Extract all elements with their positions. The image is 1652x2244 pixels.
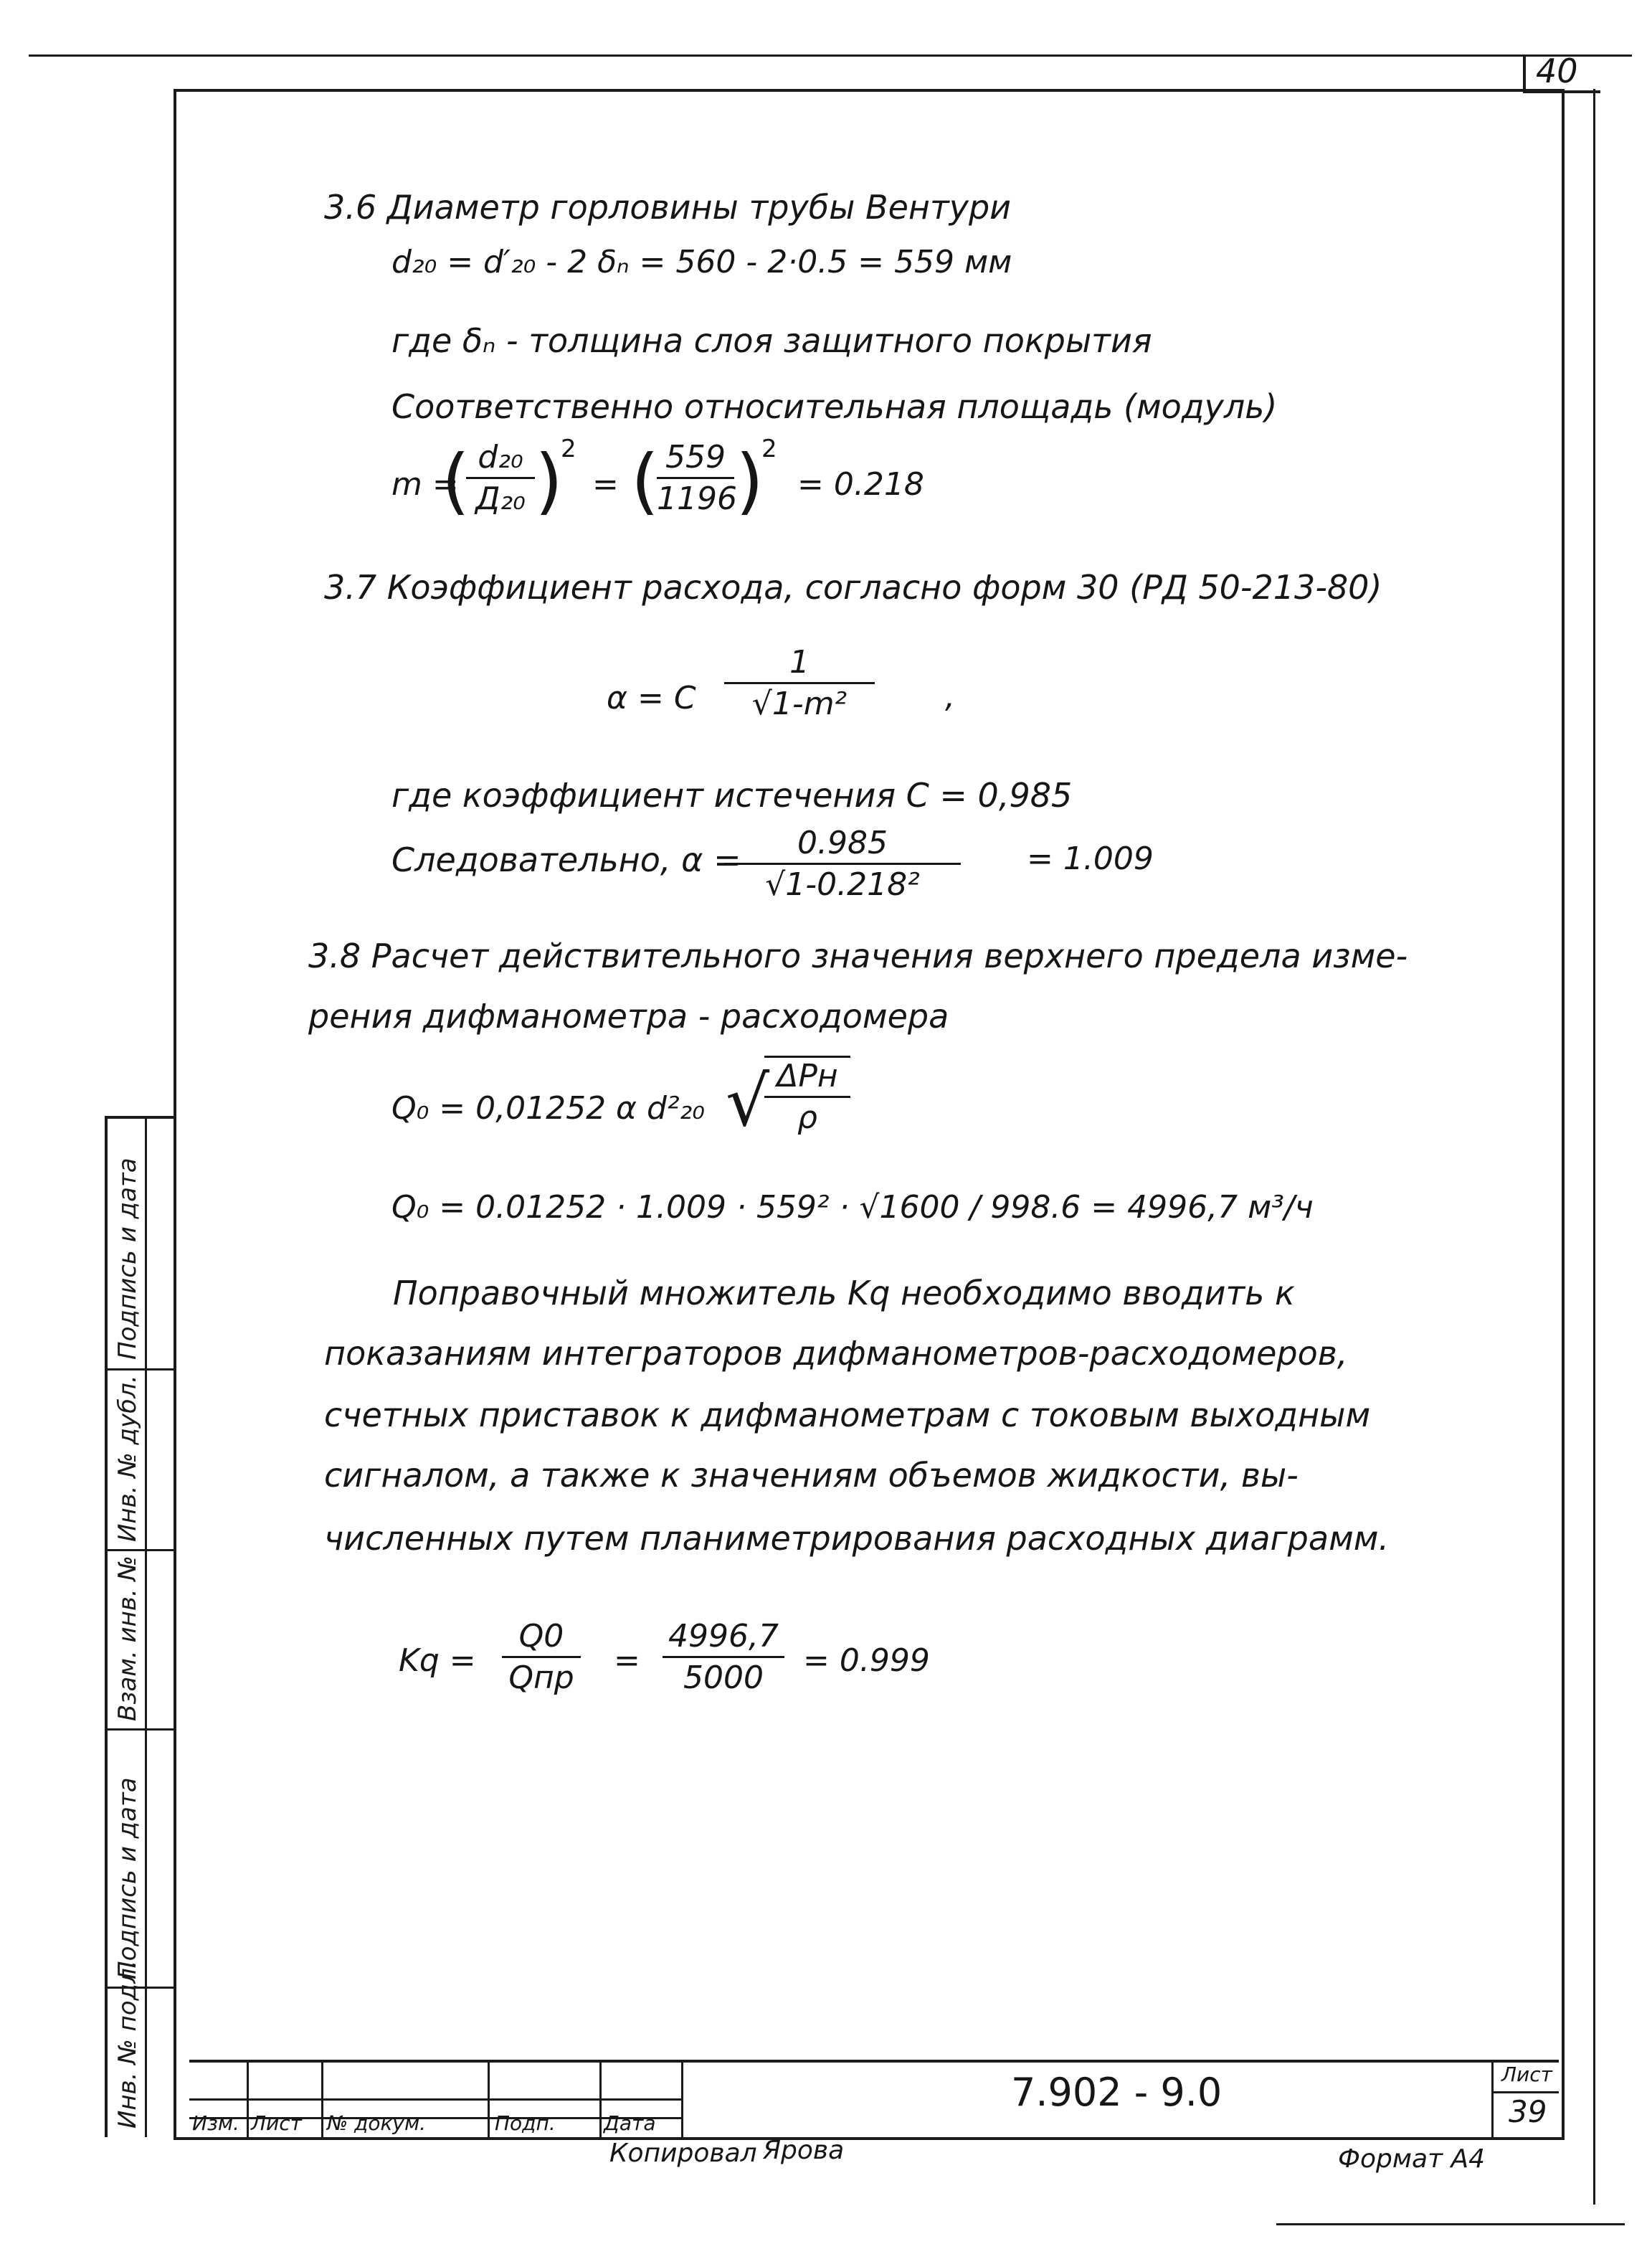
sheet-number: 39 (1509, 2094, 1547, 2129)
col-date: Дата (604, 2111, 656, 2135)
footer-copied-sign: Ярова (763, 2136, 845, 2165)
side-label-inv-dup: Инв. № дубл. (113, 1375, 142, 1542)
bottom-outer-rule (1276, 2223, 1625, 2225)
s38-formula-1-fraction: ΔPн ρ (764, 1056, 850, 1136)
s36-m-result: = 0.218 (797, 466, 924, 503)
s36-m-left: m = (391, 466, 459, 503)
s37-hence-result: = 1.009 (1027, 841, 1154, 877)
side-label-inv-orig: Инв. № подл. (113, 1960, 142, 2129)
s36-paren-close-2: ) (736, 439, 764, 523)
s36-formula: d₂₀ = d′₂₀ - 2 δₙ = 560 - 2·0.5 = 559 мм (391, 244, 1012, 280)
s36-exp-1: 2 (561, 435, 576, 463)
s36-exp-2: 2 (761, 435, 777, 463)
col-doc: № докум. (327, 2111, 427, 2135)
s37-hence: Следовательно, α = (391, 841, 741, 879)
s37-where: где коэффициент истечения C = 0,985 (391, 776, 1073, 815)
s37-alpha-fraction: $\frac{1}{\text{√1-m²}}$ (724, 644, 875, 722)
kq-fraction-2: $\frac{4996,7}{5000}$ (663, 1618, 784, 1696)
page-number: 40 (1536, 52, 1578, 90)
s36-fraction-1: d₂₀ Д₂₀ (466, 439, 535, 517)
footer-format: Формат А4 (1338, 2144, 1486, 2174)
s36-heading: 3.6 Диаметр горловины трубы Вентури (324, 188, 1012, 227)
side-label-replace-inv: Взам. инв. № (113, 1556, 142, 1721)
s38-heading: 3.8 Расчет действительного значения верхнего предела изме- (308, 937, 1408, 975)
paragraph-line-3: счетных приставок к дифманометрам с токовым выходным (324, 1396, 1371, 1434)
s38-formula-2: Q₀ = 0.01252 · 1.009 · 559² · √1600 / 998.6 = 4996,7 м³/ч (391, 1189, 1314, 1226)
s36-paren-open-2: ( (631, 439, 660, 523)
col-list: Лист (251, 2111, 302, 2135)
s38-heading-2: рения дифманометра - расходомера (308, 997, 949, 1036)
kq-fraction-1: Q0 Qпр (502, 1618, 581, 1696)
doc-code: 7.902 - 9.0 (1011, 2070, 1223, 2115)
footer-copied: Копировал (609, 2139, 757, 2168)
s36-fraction-2: $\frac{559}{1196}$ (657, 439, 737, 517)
top-rule (29, 55, 1632, 57)
sheet-label: Лист (1501, 2063, 1552, 2086)
paragraph-line-4: сигналом, а также к значениям объемов жидкости, вы- (324, 1456, 1299, 1495)
s36-where: где δₙ - толщина слоя защитного покрытия (391, 321, 1152, 360)
paragraph-line-5: численных путем планиметрирования расходных диаграмм. (324, 1519, 1390, 1558)
s38-formula-1-left: Q₀ = 0,01252 α d²₂₀ (391, 1090, 705, 1127)
right-outer-rule (1593, 89, 1595, 2205)
kq-eq: = (614, 1642, 640, 1679)
s36-correspondingly: Соответственно относительная площадь (модуль) (391, 387, 1278, 426)
s36-m-eq: = (592, 466, 619, 503)
col-izm: Изм. (192, 2111, 239, 2135)
s37-alpha-left: α = C (607, 680, 696, 716)
s38-sqrt-sign: √ (726, 1061, 770, 1142)
kq-result: = 0.999 (803, 1642, 930, 1679)
side-label-sign-date-1: Подпись и дата (113, 1157, 142, 1360)
kq-left: Kq = (399, 1642, 476, 1679)
s37-hence-fraction: $\frac{0.985}{\text{√1-0.218²}}$ (724, 825, 961, 903)
side-label-sign-date-2: Подпись и дата (113, 1777, 142, 1979)
s36-paren-open-1: ( (442, 439, 470, 523)
s36-paren-close-1: ) (535, 439, 564, 523)
paragraph-line-2: показаниям интеграторов дифманометров-расходомеров, (324, 1334, 1348, 1373)
col-sign: Подп. (495, 2111, 556, 2135)
s37-alpha-comma: , (945, 678, 955, 715)
s37-heading: 3.7 Коэффициент расхода, согласно форм 30 (РД 50-213-80) (324, 568, 1382, 607)
paragraph-line-1: Поправочный множитель Kq необходимо вводить к (393, 1274, 1295, 1312)
